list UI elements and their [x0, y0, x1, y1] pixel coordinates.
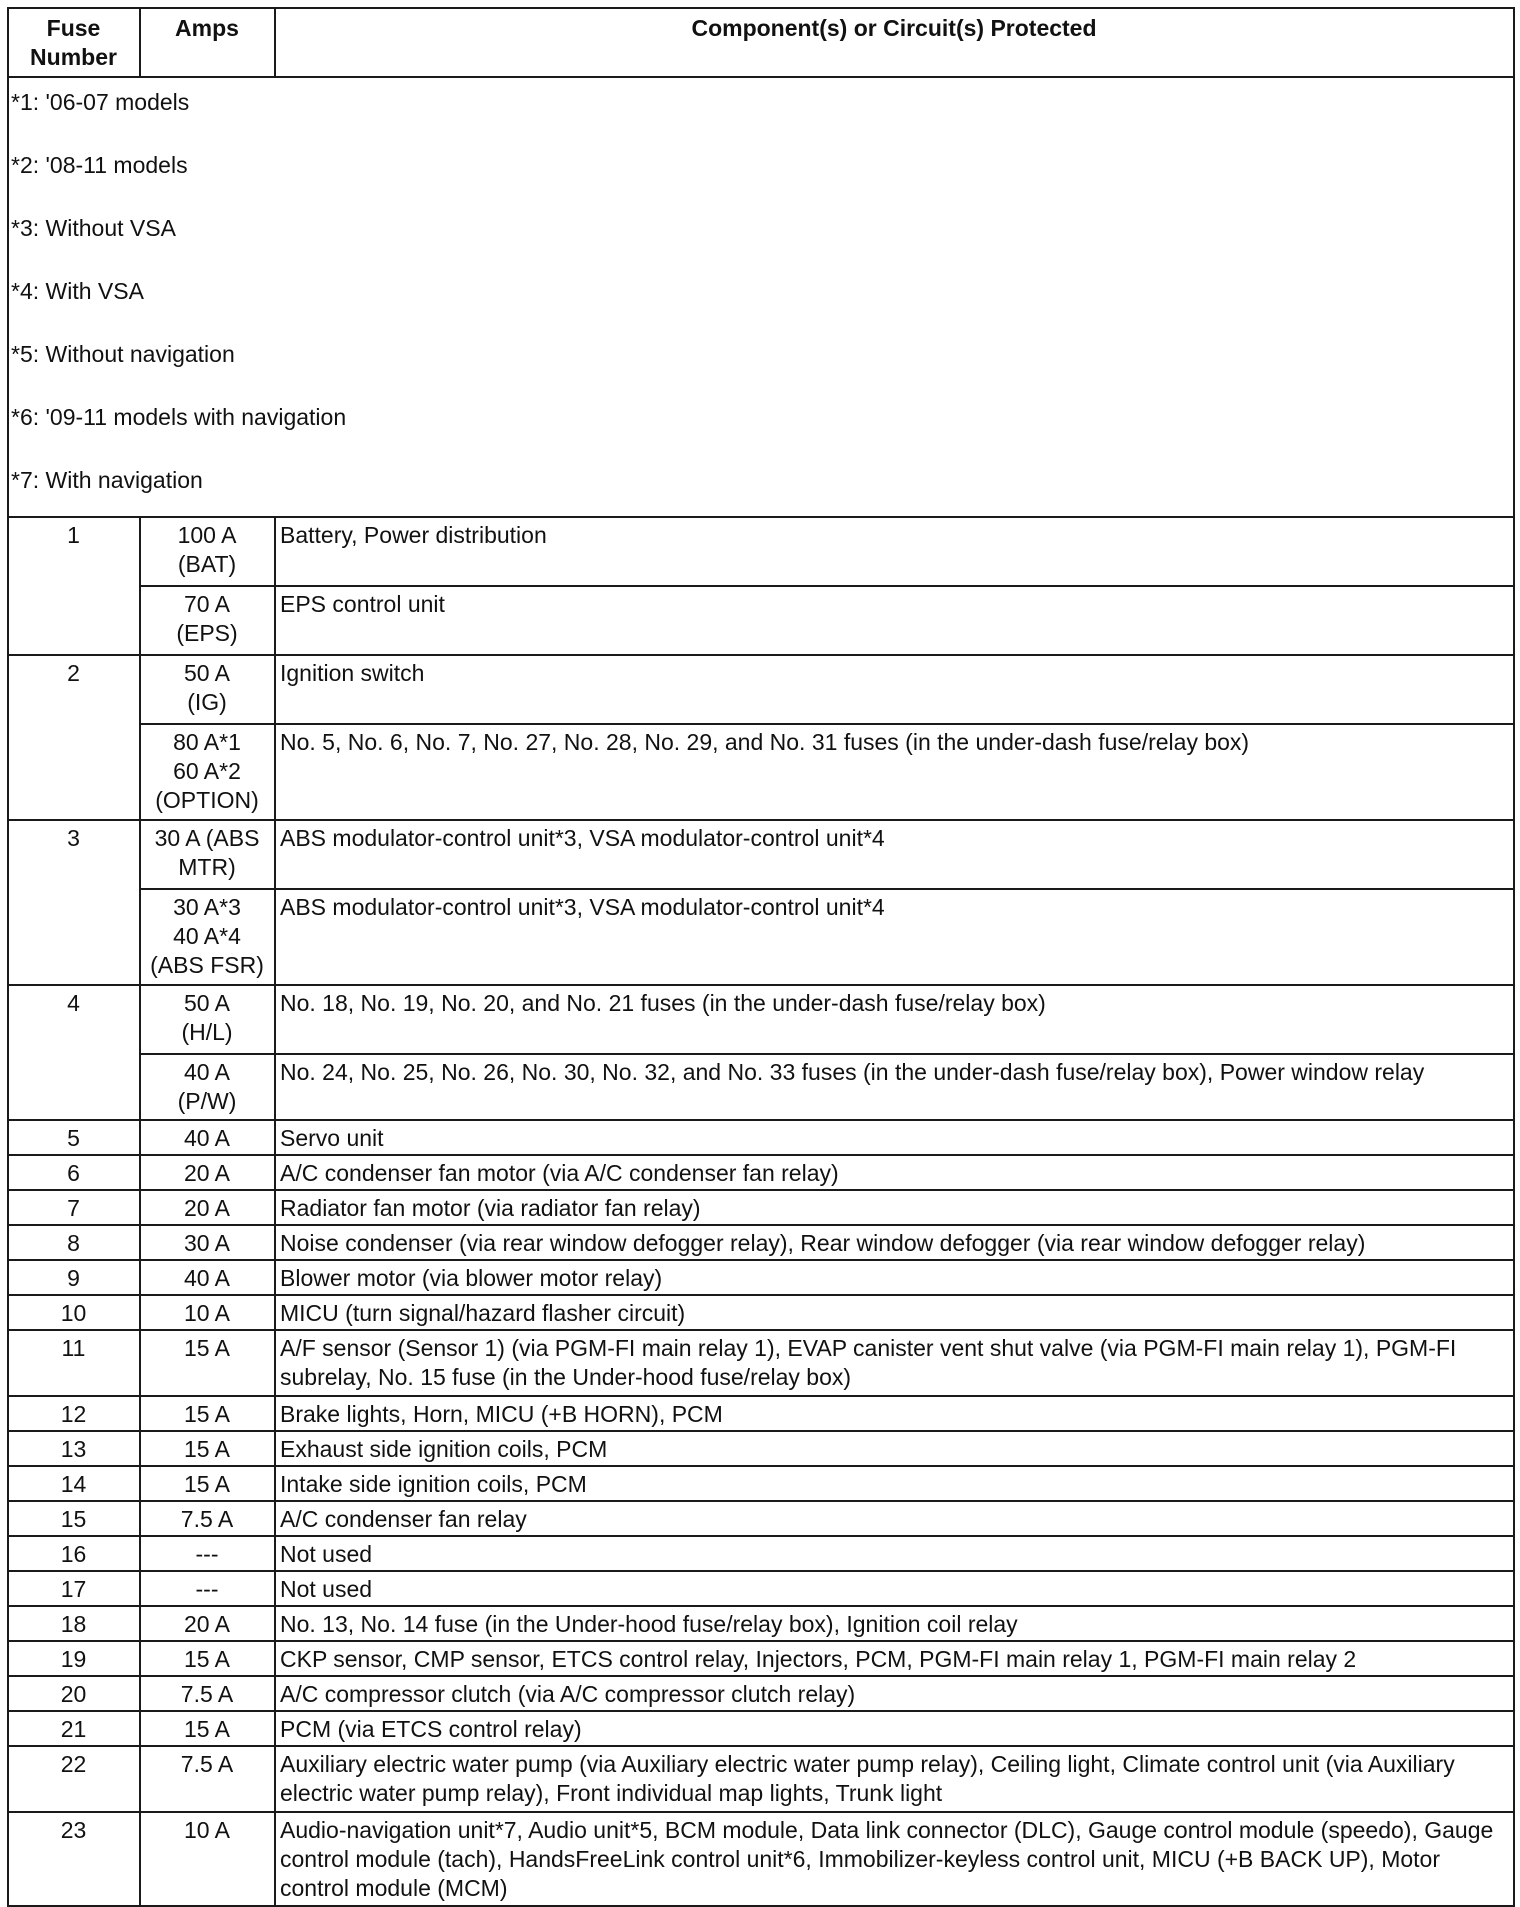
fuse-number-cell: 16: [8, 1536, 140, 1571]
circuit-description-cell: No. 13, No. 14 fuse (in the Under-hood fuse/relay box), Ignition coil relay: [275, 1606, 1514, 1641]
table-row: [8, 655, 1514, 724]
circuit-description-cell: No. 18, No. 19, No. 20, and No. 21 fuses (in the under-dash fuse/relay box): [275, 985, 1514, 1054]
fuse-number-cell: 1: [8, 517, 140, 655]
amps-cell: 20 A: [140, 1190, 275, 1225]
fuse-number-cell: 15: [8, 1501, 140, 1536]
amps-cell: 80 A*1 60 A*2 (OPTION): [140, 724, 275, 820]
amps-cell: 50 A (IG): [140, 655, 275, 724]
circuit-description-cell: Radiator fan motor (via radiator fan relay): [275, 1190, 1514, 1225]
footnote-row: [8, 77, 1514, 141]
table-row: [8, 1120, 1514, 1155]
footnote-text: *1: '06-07 models: [8, 77, 1514, 141]
circuit-description-cell: ABS modulator-control unit*3, VSA modulator-control unit*4: [275, 820, 1514, 889]
circuit-description-cell: Ignition switch: [275, 655, 1514, 724]
fuse-number-cell: 18: [8, 1606, 140, 1641]
fuse-number-cell: 13: [8, 1431, 140, 1466]
circuit-description-cell: Servo unit: [275, 1120, 1514, 1155]
amps-cell: 15 A: [140, 1641, 275, 1676]
circuit-description-cell: No. 24, No. 25, No. 26, No. 30, No. 32, and No. 33 fuses (in the under-dash fuse/relay box), Power window relay: [275, 1054, 1514, 1120]
amps-cell: 15 A: [140, 1330, 275, 1396]
footnote-text: *6: '09-11 models with navigation: [8, 393, 1514, 456]
amps-cell: 20 A: [140, 1155, 275, 1190]
circuit-description-cell: Intake side ignition coils, PCM: [275, 1466, 1514, 1501]
table-row: [8, 1501, 1514, 1536]
circuit-description-cell: Not used: [275, 1571, 1514, 1606]
fuse-number-cell: 6: [8, 1155, 140, 1190]
fuse-number-cell: 23: [8, 1812, 140, 1906]
circuit-description-cell: A/F sensor (Sensor 1) (via PGM-FI main relay 1), EVAP canister vent shut valve (via PGM-FI main relay 1), PGM-FI subrelay, No. 15 fuse (in the Under-hood fuse/relay box): [275, 1330, 1514, 1396]
footnote-text: *4: With VSA: [8, 267, 1514, 330]
table-row: [8, 1711, 1514, 1746]
amps-cell: 10 A: [140, 1812, 275, 1906]
table-row: [8, 1225, 1514, 1260]
fuse-number-cell: 22: [8, 1746, 140, 1812]
fuse-number-cell: 4: [8, 985, 140, 1120]
footnote-text: *5: Without navigation: [8, 330, 1514, 393]
table-row: [8, 1641, 1514, 1676]
table-row: [8, 1676, 1514, 1711]
amps-cell: 7.5 A: [140, 1676, 275, 1711]
amps-cell: 100 A (BAT): [140, 517, 275, 586]
footnotes: [8, 77, 1514, 517]
fuse-number-cell: 11: [8, 1330, 140, 1396]
table-row: [8, 1054, 1514, 1120]
table-row: [8, 1606, 1514, 1641]
circuit-description-cell: Noise condenser (via rear window defogger relay), Rear window defogger (via rear window defogger relay): [275, 1225, 1514, 1260]
fuse-number-cell: 8: [8, 1225, 140, 1260]
circuit-description-cell: Brake lights, Horn, MICU (+B HORN), PCM: [275, 1396, 1514, 1431]
table-row: [8, 1812, 1514, 1906]
header-fuse-number: Fuse Number: [8, 8, 140, 77]
table-row: [8, 889, 1514, 985]
fuse-number-cell: 20: [8, 1676, 140, 1711]
footnote-row: [8, 393, 1514, 456]
circuit-description-cell: Blower motor (via blower motor relay): [275, 1260, 1514, 1295]
footnote-text: *3: Without VSA: [8, 204, 1514, 267]
table-row: [8, 1431, 1514, 1466]
table-row: [8, 1536, 1514, 1571]
amps-cell: 30 A: [140, 1225, 275, 1260]
amps-cell: 50 A (H/L): [140, 985, 275, 1054]
circuit-description-cell: Battery, Power distribution: [275, 517, 1514, 586]
fuse-number-cell: 14: [8, 1466, 140, 1501]
fuse-number-cell: 3: [8, 820, 140, 985]
table-row: [8, 1746, 1514, 1812]
amps-cell: ---: [140, 1571, 275, 1606]
circuit-description-cell: Auxiliary electric water pump (via Auxiliary electric water pump relay), Ceiling light, Climate control unit (via Auxiliary electric water pump relay), Front individual map lights, Trunk light: [275, 1746, 1514, 1812]
amps-cell: 15 A: [140, 1466, 275, 1501]
table-row: [8, 1155, 1514, 1190]
circuit-description-cell: Exhaust side ignition coils, PCM: [275, 1431, 1514, 1466]
footnote-row: [8, 267, 1514, 330]
table-row: [8, 820, 1514, 889]
table-header: [8, 8, 1514, 77]
amps-cell: 15 A: [140, 1711, 275, 1746]
circuit-description-cell: A/C compressor clutch (via A/C compressor clutch relay): [275, 1676, 1514, 1711]
table-row: [8, 1571, 1514, 1606]
fuse-number-cell: 19: [8, 1641, 140, 1676]
amps-cell: 15 A: [140, 1431, 275, 1466]
circuit-description-cell: ABS modulator-control unit*3, VSA modulator-control unit*4: [275, 889, 1514, 985]
fuse-table: [7, 7, 1515, 1907]
circuit-description-cell: MICU (turn signal/hazard flasher circuit): [275, 1295, 1514, 1330]
circuit-description-cell: EPS control unit: [275, 586, 1514, 655]
amps-cell: 20 A: [140, 1606, 275, 1641]
circuit-description-cell: No. 5, No. 6, No. 7, No. 27, No. 28, No. 29, and No. 31 fuses (in the under-dash fuse/relay box): [275, 724, 1514, 820]
footnote-row: [8, 330, 1514, 393]
circuit-description-cell: CKP sensor, CMP sensor, ETCS control relay, Injectors, PCM, PGM-FI main relay 1, PGM-FI main relay 2: [275, 1641, 1514, 1676]
amps-cell: 40 A (P/W): [140, 1054, 275, 1120]
amps-cell: ---: [140, 1536, 275, 1571]
table-row: [8, 586, 1514, 655]
footnote-row: [8, 204, 1514, 267]
fuse-number-cell: 5: [8, 1120, 140, 1155]
amps-cell: 30 A (ABS MTR): [140, 820, 275, 889]
table-row: [8, 1396, 1514, 1431]
footnote-row: [8, 141, 1514, 204]
amps-cell: 10 A: [140, 1295, 275, 1330]
footnote-text: *2: '08-11 models: [8, 141, 1514, 204]
amps-cell: 7.5 A: [140, 1501, 275, 1536]
amps-cell: 15 A: [140, 1396, 275, 1431]
circuit-description-cell: A/C condenser fan motor (via A/C condenser fan relay): [275, 1155, 1514, 1190]
fuse-number-cell: 10: [8, 1295, 140, 1330]
amps-cell: 7.5 A: [140, 1746, 275, 1812]
header-amps: Amps: [140, 8, 275, 77]
fuse-number-cell: 21: [8, 1711, 140, 1746]
table-row: [8, 1260, 1514, 1295]
amps-cell: 30 A*3 40 A*4 (ABS FSR): [140, 889, 275, 985]
circuit-description-cell: Not used: [275, 1536, 1514, 1571]
circuit-description-cell: PCM (via ETCS control relay): [275, 1711, 1514, 1746]
fuse-number-cell: 2: [8, 655, 140, 820]
fuse-number-cell: 17: [8, 1571, 140, 1606]
fuse-number-cell: 9: [8, 1260, 140, 1295]
amps-cell: 40 A: [140, 1120, 275, 1155]
circuit-description-cell: A/C condenser fan relay: [275, 1501, 1514, 1536]
table-row: [8, 1466, 1514, 1501]
circuit-description-cell: Audio-navigation unit*7, Audio unit*5, BCM module, Data link connector (DLC), Gauge control module (speedo), Gauge control module (tach), HandsFreeLink control unit*6, Immobilizer-keyless control unit, MICU (+B BACK UP), Motor control module (MCM): [275, 1812, 1514, 1906]
fuse-rows: [8, 517, 1514, 1906]
table-row: [8, 1295, 1514, 1330]
table-row: [8, 724, 1514, 820]
header-row: [8, 8, 1514, 77]
fuse-number-cell: 12: [8, 1396, 140, 1431]
table-row: [8, 1330, 1514, 1396]
table-row: [8, 985, 1514, 1054]
header-circuits: Component(s) or Circuit(s) Protected: [275, 8, 1514, 77]
table-row: [8, 517, 1514, 586]
amps-cell: 40 A: [140, 1260, 275, 1295]
fuse-number-cell: 7: [8, 1190, 140, 1225]
footnote-row: [8, 456, 1514, 517]
amps-cell: 70 A (EPS): [140, 586, 275, 655]
footnote-text: *7: With navigation: [8, 456, 1514, 517]
table-row: [8, 1190, 1514, 1225]
